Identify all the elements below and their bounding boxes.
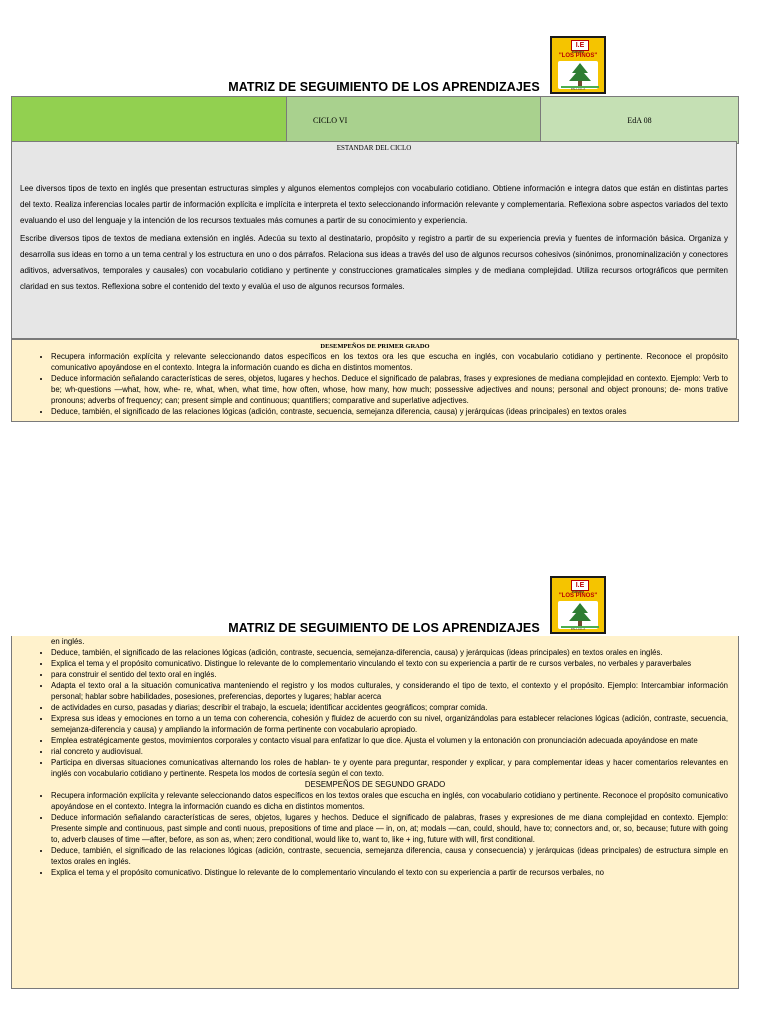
page-1	[0, 0, 768, 450]
logo-initials: I.E	[571, 580, 589, 591]
list-item: • Deduce, también, el significado de las relaciones lógicas (adición, contraste, secuencia, semejanza diferencia, causa y consecuencia) y jerárquicas (ideas principales) de estructura simple en textos orales en inglés.	[51, 845, 728, 867]
list-item: • Explica el tema y el propósito comunicativo. Distingue lo relevante de lo complementario vinculando el texto con su experiencia a partir de re cursos verbales, no verbales y paraverbales	[51, 658, 728, 669]
list-item: • Deduce, también, el significado de las relaciones lógicas (adición, contraste, secuencia, semejanza diferencia, causa) y jerárquicas (ideas principales) en textos orales	[51, 406, 728, 417]
standard-paragraph-writing: Escribe diversos tipos de textos de mediana extensión en inglés. Adecúa su texto al destinatario, propósito y registro a partir de su experiencia previa y fuentes de información básica. Organiza y desarrolla sus ideas en torno a un tema central y los estructura en uno o dos párrafos. Relaciona sus ideas a través del uso de algunos recursos cohesivos (sinónimos, pronominalización y conectores aditivos, adversativos, temporales y causales) con vocabulario cotidiano y pertinente y construcciones gramaticales simples y de mediana complejidad. Utiliza recursos ortográficos que permiten claridad en sus textos. Reflexiona sobre el contenido del texto y evalúa el uso de algunos recursos formales.	[20, 234, 728, 291]
continuation-text: en inglés.	[51, 637, 85, 646]
second-grade-list	[12, 790, 738, 878]
standard-title: ESTANDAR DEL CICLO	[336, 144, 412, 152]
logo-school-name: "LOS PINOS"	[558, 53, 598, 59]
list-item: • Expresa sus ideas y emociones en torno a un tema con coherencia, cohesión y fluidez de acuerdo con su nivel, organizándolas para establecer relaciones lógicas (adición, contraste, secuencia, semejanza-diferencia y causa) y ampliando la información de forma pertinente con vocabulario apropiado.	[51, 713, 728, 735]
list-item: • Recupera información explícita y relevante seleccionando datos específicos en los textos orales que escucha en inglés, con vocabulario cotidiano y pertinente. Reconoce el propósito comunicativo apoyándose en el contexto. Integra la información cuando es dicha en distintos momentos.	[51, 790, 728, 812]
document-title: MATRIZ DE SEGUIMIENTO DE LOS APRENDIZAJES	[228, 621, 540, 635]
first-grade-title: DESEMPEÑOS DE PRIMER GRADO	[320, 343, 430, 350]
logo-initials: I.E	[571, 40, 589, 51]
performances-continuation	[11, 636, 739, 989]
list-item: • para construir el sentido del texto oral en inglés.	[51, 669, 728, 680]
list-item: • Recupera información explícita y relevante seleccionando datos específicos en los textos ora les que escucha en inglés, con vocabulario cotidiano y pertinente. Reconoce el propósito comunicativo apoyándose en el contexto. Integra la información cuando es dicha en distintos momentos.	[51, 351, 728, 373]
first-grade-list-continued	[12, 647, 738, 779]
logo-top-text: BIBIBI	[572, 49, 584, 54]
document-title: MATRIZ DE SEGUIMIENTO DE LOS APRENDIZAJES	[228, 80, 540, 94]
first-grade-list	[12, 351, 738, 417]
list-item: • rial concreto y audiovisual.	[51, 746, 728, 757]
logo-bottom-text: PALLALLA	[570, 627, 586, 631]
logo-bottom-text: PALLALLA	[570, 87, 586, 91]
eda-cell: EdA 08	[541, 97, 739, 144]
page-2	[0, 575, 768, 1024]
logo-top-text: BIBIBI	[572, 589, 584, 594]
list-item: • Emplea estratégicamente gestos, movimientos corporales y contacto visual para enfatizar lo que dice. Ajusta el volumen y la entonación con pronunciación adecuada apoyándose en mate	[51, 735, 728, 746]
header-table	[11, 96, 739, 144]
list-item: • Deduce información señalando características de seres, objetos, lugares y hechos. Deduce el significado de palabras, frases y expresiones de mediana complejidad en contexto. Ejemplo: Verb to be; wh-questions —what, how, whe- re, what, when, what time, how often, whose, how many, how much; possessive adjectives and nouns; personal and object pronouns; de- mons trative pronouns; adverbs of frequency; can; present simple and continuous; quantifiers; comparative and superlative adjectives.	[51, 373, 728, 406]
standard-paragraph-reading: Lee diversos tipos de texto en inglés que presentan estructuras simples y algunos elementos complejos con vocabulario cotidiano. Obtiene información e integra datos que están en distintas partes del texto. Realiza inferencias locales partir de información explícita e implícita e interpreta el texto seleccionando información relevante y complementaria. Reflexiona sobre aspectos variados del texto evaluando el uso del lenguaje y la intención de los recursos textuales más comunes a partir de su conocimiento y experiencia.	[20, 184, 728, 225]
cycle-cell: CICLO VI	[287, 97, 541, 144]
header-green-cell	[12, 97, 287, 144]
list-item: • Adapta el texto oral a la situación comunicativa manteniendo el registro y los modos culturales, y considerando el tipo de texto, el contexto y el propósito. Ejemplo: Intercambiar información personal; hablar sobre habilidades, posesiones, preferencias, deportes y lugares; hablar acerca	[51, 680, 728, 702]
list-item: • Deduce, también, el significado de las relaciones lógicas (adición, contraste, secuencia, semejanza-diferencia, causa) y jerárquicas (ideas principales) en textos orales en inglés.	[51, 647, 728, 658]
list-item: • de actividades en curso, pasadas y diarias; describir el trabajo, la escuela; identificar accidentes geográficos; comprar comida.	[51, 702, 728, 713]
second-grade-title: DESEMPEÑOS DE SEGUNDO GRADO	[304, 780, 446, 789]
logo-school-name: "LOS PINOS"	[558, 593, 598, 599]
list-item: • Explica el tema y el propósito comunicativo. Distingue lo relevante de lo complementario vinculando el texto con su experiencia a partir de recursos verbales, no	[51, 867, 728, 878]
list-item: • Deduce información señalando características de seres, objetos, lugares y hechos. Deduce el significado de palabras, frases y expresiones de me diana complejidad en contexto. Ejemplo: Presente simple and continuous, past simple and conti nuous, prepositions of time and place — in, on, at; modals —can, could, should, have to; connectors and, or, so, because; future with going to, adverb clauses of time —after, before, as son as, when; zero conditional, would like to, want to, like + ing, future with will, first conditional.	[51, 812, 728, 845]
first-grade-performances	[11, 339, 739, 422]
cycle-standard-section	[11, 141, 737, 339]
list-item: • Participa en diversas situaciones comunicativas alternando los roles de hablan- te y oyente para preguntar, responder y explicar, y para complementar ideas y hacer comentarios relevantes en inglés con vocabulario cotidiano y pertinente. Respeta los modos de cortesía según el con texto.	[51, 757, 728, 779]
